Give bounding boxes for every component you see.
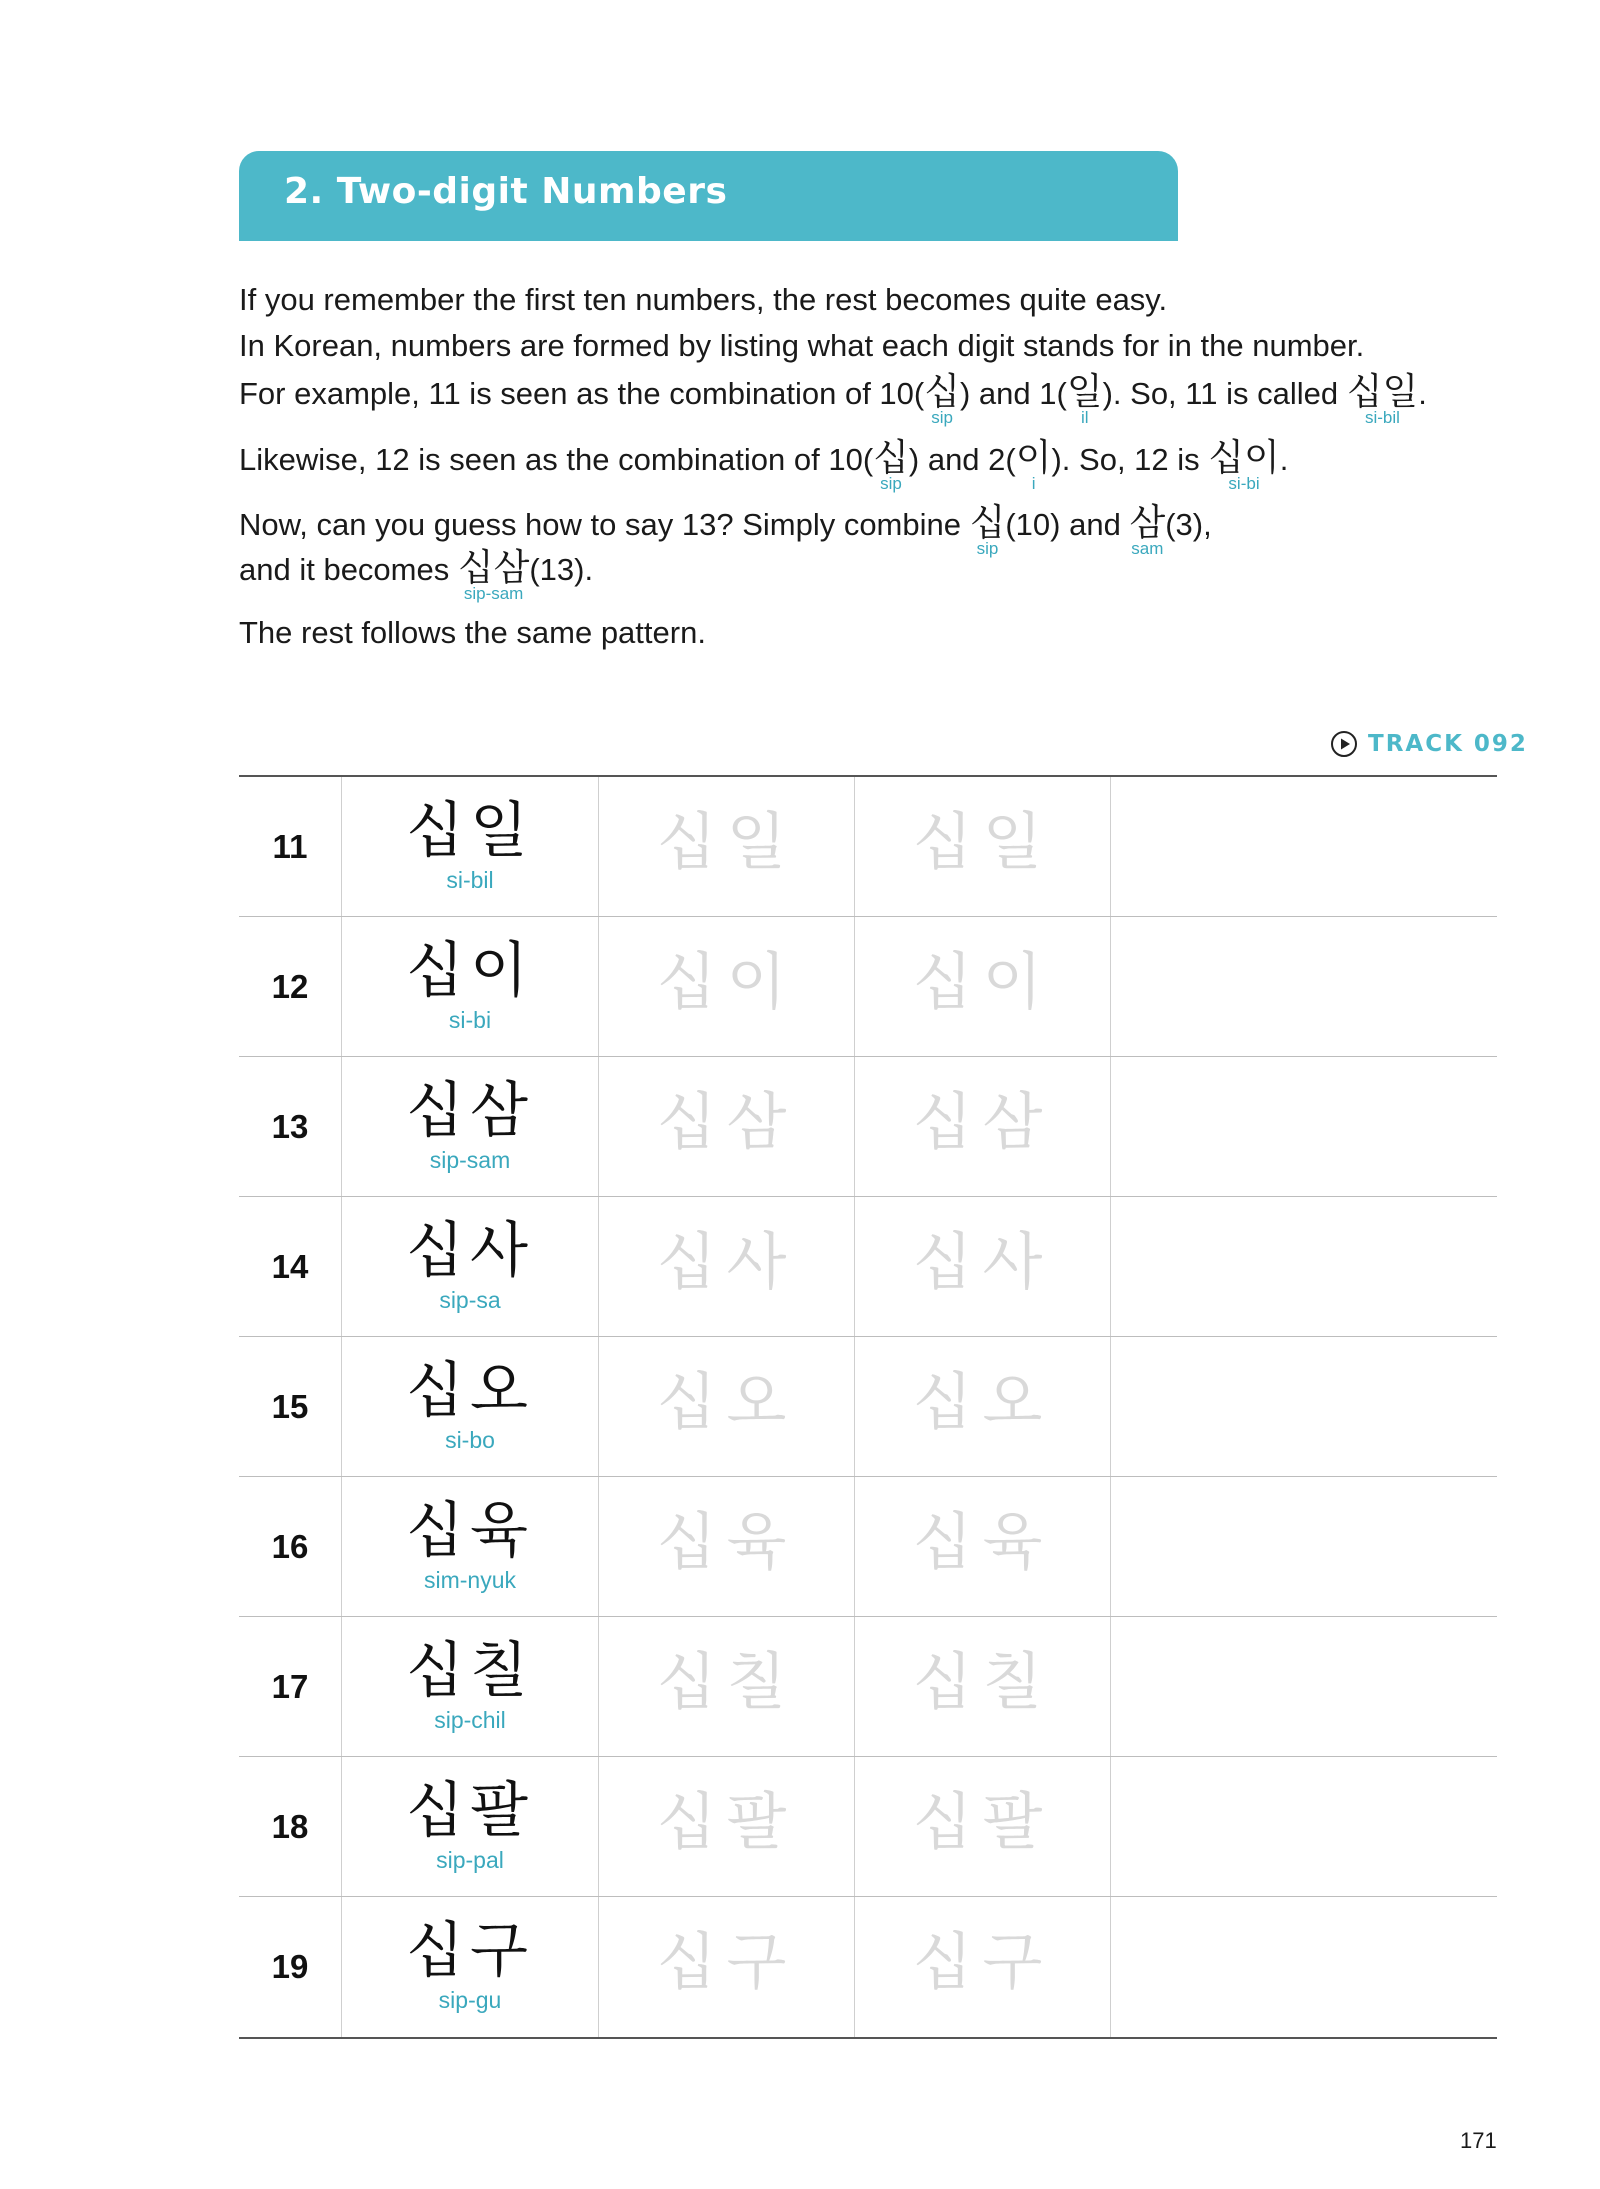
trace-cell[interactable] <box>855 1897 1111 2037</box>
table-row <box>239 1617 1497 1757</box>
trace-korean: 십삼 <box>912 1085 1053 1158</box>
trace-cell[interactable] <box>855 917 1111 1056</box>
track-label: TRACK 092 <box>1368 731 1528 757</box>
text-segment: . <box>1279 442 1289 477</box>
intro-line-7: The rest follows the same pattern. <box>239 615 706 650</box>
number-cell: 13 <box>239 1057 342 1196</box>
romanization: sip <box>931 408 953 427</box>
trace-korean: 십이 <box>912 945 1053 1018</box>
text-segment: Likewise, 12 is seen as the combination of 10( <box>239 442 874 477</box>
table-row <box>239 1337 1497 1477</box>
romanization: sam <box>1131 539 1164 558</box>
trace-korean: 십삼 <box>656 1085 797 1158</box>
korean-numeral: 십이 <box>406 936 534 1006</box>
text-segment: ) and 1( <box>960 376 1067 411</box>
text-segment: ). So, 11 is called <box>1102 376 1347 411</box>
intro-line-3 <box>239 370 1427 427</box>
text-segment: (3), <box>1165 507 1212 542</box>
trace-korean: 십팔 <box>656 1785 797 1858</box>
audio-track-link[interactable] <box>1330 730 1528 758</box>
trace-cell[interactable] <box>599 1757 855 1896</box>
number-cell: 14 <box>239 1197 342 1336</box>
romanization: sip <box>976 539 999 558</box>
intro-line-2: In Korean, numbers are formed by listing what each digit stands for in the number. <box>239 328 1365 363</box>
ruby-word <box>1346 370 1419 427</box>
text-segment: (10) and <box>1005 507 1130 542</box>
practice-table <box>239 775 1497 2039</box>
korean-word: 삼 <box>1129 501 1166 544</box>
korean-cell <box>342 1197 599 1336</box>
trace-korean: 십구 <box>656 1925 797 1998</box>
ruby-word <box>1129 501 1166 558</box>
writing-practice-cell[interactable] <box>1111 1757 1497 1896</box>
korean-word: 십 <box>969 501 1006 544</box>
section-header <box>239 151 1178 241</box>
text-segment: and it becomes <box>239 552 458 587</box>
trace-cell[interactable] <box>855 1477 1111 1616</box>
korean-numeral: 십육 <box>406 1496 534 1566</box>
ruby-word <box>1015 436 1052 493</box>
trace-korean: 십오 <box>912 1365 1053 1438</box>
trace-cell[interactable] <box>855 1057 1111 1196</box>
romanization: si-bil <box>1364 408 1400 427</box>
korean-word: 십삼 <box>457 546 530 589</box>
number-cell: 17 <box>239 1617 342 1756</box>
trace-korean: 십팔 <box>912 1785 1053 1858</box>
trace-korean: 십칠 <box>656 1645 797 1718</box>
trace-cell[interactable] <box>599 1617 855 1756</box>
text-segment: (13). <box>529 552 594 587</box>
writing-practice-cell[interactable] <box>1111 1617 1497 1756</box>
table-row <box>239 1757 1497 1897</box>
romanization: sip-gu <box>438 1987 502 2013</box>
table-row <box>239 1897 1497 2037</box>
number-cell: 19 <box>239 1897 342 2037</box>
page-number: 171 <box>1460 2128 1497 2153</box>
text-segment: ) and 2( <box>908 442 1016 477</box>
table-row <box>239 1477 1497 1617</box>
korean-numeral: 십오 <box>406 1356 534 1426</box>
trace-cell[interactable] <box>599 1897 855 2037</box>
romanization: sip-sam <box>463 584 524 603</box>
korean-cell <box>342 1897 599 2037</box>
korean-word: 일 <box>1066 370 1103 413</box>
intro-line-5 <box>239 501 1212 558</box>
romanization: sip <box>880 474 902 493</box>
intro-line-4 <box>239 436 1289 493</box>
korean-cell <box>342 1477 599 1616</box>
korean-numeral: 십칠 <box>406 1636 534 1706</box>
trace-cell[interactable] <box>599 1477 855 1616</box>
trace-korean: 십일 <box>656 805 797 878</box>
table-row <box>239 1197 1497 1337</box>
korean-cell <box>342 1057 599 1196</box>
romanization: i <box>1031 474 1036 493</box>
ruby-word <box>924 370 960 427</box>
ruby-word <box>873 436 909 493</box>
number-cell: 12 <box>239 917 342 1056</box>
number-cell: 15 <box>239 1337 342 1476</box>
number-cell: 18 <box>239 1757 342 1896</box>
number-cell: 16 <box>239 1477 342 1616</box>
trace-korean: 십구 <box>912 1925 1053 1998</box>
korean-word: 십이 <box>1208 436 1280 479</box>
writing-practice-cell[interactable] <box>1111 1477 1497 1616</box>
romanization: si-bi <box>1228 474 1260 493</box>
korean-numeral: 십사 <box>406 1216 534 1286</box>
korean-numeral: 십삼 <box>406 1076 534 1146</box>
trace-korean: 십육 <box>656 1505 797 1578</box>
intro-line-6 <box>239 546 594 603</box>
trace-cell[interactable] <box>599 777 855 916</box>
writing-practice-cell[interactable] <box>1111 777 1497 916</box>
korean-cell <box>342 1617 599 1756</box>
trace-cell[interactable] <box>855 1617 1111 1756</box>
intro-line-1: If you remember the first ten numbers, the rest becomes quite easy. <box>239 282 1168 317</box>
korean-cell <box>342 1337 599 1476</box>
trace-cell[interactable] <box>599 917 855 1056</box>
trace-korean: 십오 <box>656 1365 797 1438</box>
writing-practice-cell[interactable] <box>1111 1897 1497 2037</box>
writing-practice-cell[interactable] <box>1111 917 1497 1056</box>
romanization: sip-sam <box>429 1147 511 1173</box>
korean-cell <box>342 1757 599 1896</box>
trace-cell[interactable] <box>855 1337 1111 1476</box>
korean-numeral: 십구 <box>406 1916 534 1986</box>
romanization: sip-sa <box>439 1287 501 1313</box>
romanization: sip-pal <box>436 1847 504 1873</box>
trace-korean: 십사 <box>656 1225 797 1298</box>
romanization: si-bi <box>448 1007 492 1033</box>
korean-cell <box>342 777 599 916</box>
ruby-word <box>969 501 1006 558</box>
table-row <box>239 777 1497 917</box>
text-segment: ). So, 12 is <box>1051 442 1209 477</box>
ruby-word <box>457 546 530 603</box>
romanization: si-bil <box>446 867 494 893</box>
text-segment: Now, can you guess how to say 13? Simply combine <box>239 507 970 542</box>
writing-practice-cell[interactable] <box>1111 1337 1497 1476</box>
writing-practice-cell[interactable] <box>1111 1197 1497 1336</box>
section-title: 2. Two-digit Numbers <box>284 171 728 212</box>
table-row <box>239 1057 1497 1197</box>
play-circle-icon <box>1330 730 1358 758</box>
trace-cell[interactable] <box>599 1197 855 1336</box>
trace-korean: 십육 <box>912 1505 1053 1578</box>
trace-korean: 십칠 <box>912 1645 1053 1718</box>
trace-cell[interactable] <box>855 777 1111 916</box>
trace-korean: 십이 <box>656 945 797 1018</box>
korean-word: 십 <box>873 436 909 479</box>
text-segment: For example, 11 is seen as the combination of 10( <box>239 376 925 411</box>
korean-word: 이 <box>1015 436 1052 479</box>
korean-word: 십 <box>924 370 960 413</box>
korean-word: 십일 <box>1346 370 1419 413</box>
korean-cell <box>342 917 599 1056</box>
trace-cell[interactable] <box>855 1757 1111 1896</box>
trace-korean: 십일 <box>912 805 1053 878</box>
romanization: sip-chil <box>434 1707 506 1733</box>
korean-numeral: 십팔 <box>406 1776 534 1846</box>
table-row <box>239 917 1497 1057</box>
trace-cell[interactable] <box>855 1197 1111 1336</box>
text-segment: . <box>1418 376 1427 411</box>
romanization: sim-nyuk <box>423 1567 516 1593</box>
trace-cell[interactable] <box>599 1337 855 1476</box>
ruby-word <box>1066 370 1103 427</box>
trace-korean: 십사 <box>912 1225 1053 1298</box>
ruby-word <box>1208 436 1280 493</box>
writing-practice-cell[interactable] <box>1111 1057 1497 1196</box>
trace-cell[interactable] <box>599 1057 855 1196</box>
romanization: il <box>1080 408 1089 427</box>
romanization: si-bo <box>445 1427 495 1453</box>
number-cell: 11 <box>239 777 342 916</box>
korean-numeral: 십일 <box>406 796 534 866</box>
